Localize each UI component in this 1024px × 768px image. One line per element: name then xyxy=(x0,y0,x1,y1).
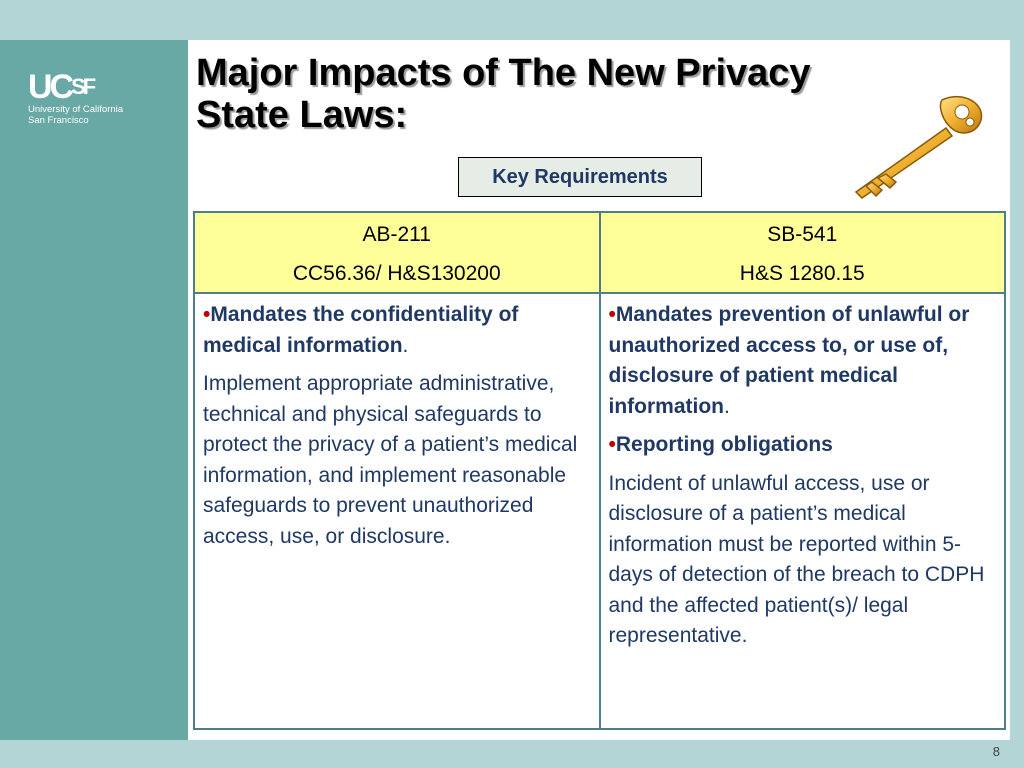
ab211-bullet-1-text: Mandates the confidentiality of medical information xyxy=(203,303,519,357)
ab211-paragraph: Implement appropriate administrative, technical and physical safeguards to protect the privacy of a patient’s medical information, and implement reasonable safeguards to prevent unauthorized access, use, or disclosure. xyxy=(203,372,578,548)
table-header-row xyxy=(194,212,1005,293)
sb541-bullet-1-text: Mandates prevention of unlawful or unauthorized access to, or use of, disclosure of patient medical information xyxy=(608,303,970,418)
title-line-2: State Laws: xyxy=(196,94,408,136)
key-requirements-box xyxy=(458,157,702,197)
key-requirements-label: Key Requirements xyxy=(492,165,668,188)
ab211-bullet-1-tail: . xyxy=(402,333,409,357)
ucsf-logo xyxy=(28,70,123,126)
cell-ab211 xyxy=(194,293,600,729)
header-ab211 xyxy=(194,212,600,293)
sb541-bullet-1 xyxy=(609,300,997,422)
requirements-table xyxy=(193,211,1006,730)
bottom-band xyxy=(0,740,1024,768)
slide-title xyxy=(196,52,836,136)
sidebar xyxy=(0,40,186,740)
header-sb541 xyxy=(600,212,1006,293)
logo-mark-small: SF xyxy=(71,74,94,99)
header-sb541-line1: SB-541 xyxy=(767,223,838,246)
sb541-paragraph: Incident of unlawful access, use or disclosure of a patient’s medical information must be reported within 5-days of detection of the breach to CDPH and the affected patient(s)/ legal representative. xyxy=(608,471,985,647)
title-line-1: Major Impacts of The New Privacy xyxy=(196,52,811,94)
sb541-bullet-1-tail: . xyxy=(724,394,730,418)
sb541-bullet-2 xyxy=(609,430,997,461)
header-sb541-line2: H&S 1280.15 xyxy=(739,262,865,285)
header-ab211-line2: CC56.36/ H&S130200 xyxy=(292,262,501,285)
top-band xyxy=(0,0,1024,40)
right-strip xyxy=(1010,0,1024,768)
table-body-row xyxy=(194,293,1005,729)
logo-mark-main: UC xyxy=(28,68,72,106)
key-icon xyxy=(842,92,992,207)
bullet-marker: • xyxy=(203,303,211,326)
page-number: 8 xyxy=(992,744,1000,759)
bullet-marker: • xyxy=(608,433,616,456)
logo-mark xyxy=(28,70,123,104)
cell-sb541 xyxy=(600,293,1006,729)
ab211-bullet-1 xyxy=(203,300,591,361)
bullet-marker: • xyxy=(608,303,616,326)
logo-line-2: San Francisco xyxy=(28,115,89,126)
logo-line-1: University of California xyxy=(28,104,124,115)
sb541-bullet-2-text: Reporting obligations xyxy=(615,433,833,456)
header-ab211-line1: AB-211 xyxy=(362,223,431,246)
